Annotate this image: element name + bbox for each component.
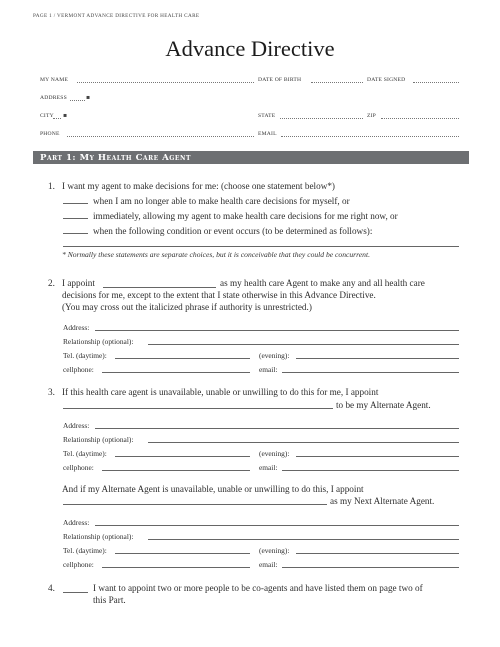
item-4-line1: I want to appoint two or more people to be co-agents and have listed them on page two of (93, 583, 423, 593)
next-alt-email-label: email: (259, 560, 278, 569)
condition-line[interactable] (63, 238, 459, 247)
option-3-text: when the following condition or event occurs (to be determined as follows): (93, 226, 373, 236)
agent-address-label: Address: (63, 323, 90, 332)
running-head: PAGE 1 / VERMONT ADVANCE DIRECTIVE FOR HEALTH CARE (33, 13, 200, 19)
zip-label: ZIP (367, 113, 376, 119)
page-title: Advance Directive (165, 36, 335, 61)
item-4-number: 4. (48, 583, 55, 593)
alt-cellphone-label: cellphone: (63, 463, 94, 472)
date-of-birth-field[interactable] (311, 78, 363, 83)
alt-tel-day-label: Tel. (daytime): (63, 449, 107, 458)
alt-relationship-field[interactable] (148, 434, 459, 443)
my-name-label: MY NAME (40, 77, 69, 83)
next-alt-evening-field[interactable] (296, 545, 459, 554)
phone-field[interactable] (67, 132, 254, 137)
item-2-number: 2. (48, 278, 55, 288)
alt-address-label: Address: (63, 421, 90, 430)
field-marker-icon: ▪ (63, 112, 68, 119)
agent-address-field[interactable] (95, 322, 459, 331)
alt-cellphone-field[interactable] (102, 462, 250, 471)
item-4-line2: this Part. (93, 595, 126, 605)
option-3-blank[interactable] (63, 225, 88, 234)
next-alt-relationship-field[interactable] (148, 531, 459, 540)
field-marker-icon: ▪ (86, 94, 91, 101)
alt-address-field[interactable] (95, 420, 459, 429)
next-alt-address-field[interactable] (95, 517, 459, 526)
agent-email-label: email: (259, 365, 278, 374)
alt-tel-day-field[interactable] (115, 448, 250, 457)
alt-evening-label: (evening): (259, 449, 290, 458)
address-field[interactable] (70, 96, 85, 101)
alternate-agent-blank[interactable] (63, 400, 333, 409)
item-3-line2: to be my Alternate Agent. (336, 400, 431, 410)
item-1-footnote: * Normally these statements are separate choices, but it is conceivable that they could be concurrent. (62, 250, 370, 259)
phone-label: PHONE (40, 131, 60, 137)
section-title: Part 1: My Health Care Agent (40, 152, 191, 163)
agent-cellphone-label: cellphone: (63, 365, 94, 374)
alt-email-field[interactable] (282, 462, 459, 471)
next-alt-tel-day-field[interactable] (115, 545, 250, 554)
item-3-line3: And if my Alternate Agent is unavailable, unable or unwilling to do this, I appoint (62, 484, 364, 494)
next-alternate-agent-blank[interactable] (63, 496, 327, 505)
item-2-post: as my health care Agent to make any and all health care (220, 278, 425, 288)
co-agents-blank[interactable] (63, 584, 88, 593)
agent-evening-field[interactable] (296, 350, 459, 359)
next-alt-cellphone-field[interactable] (102, 559, 250, 568)
agent-relationship-label: Relationship (optional): (63, 337, 134, 346)
date-of-birth-label: DATE OF BIRTH (258, 77, 302, 83)
date-signed-field[interactable] (413, 78, 459, 83)
zip-field[interactable] (381, 114, 459, 119)
next-alt-email-field[interactable] (282, 559, 459, 568)
item-3-line4: as my Next Alternate Agent. (330, 496, 435, 506)
alt-email-label: email: (259, 463, 278, 472)
alt-relationship-label: Relationship (optional): (63, 435, 134, 444)
next-alt-tel-day-label: Tel. (daytime): (63, 546, 107, 555)
state-label: STATE (258, 113, 276, 119)
state-field[interactable] (280, 114, 363, 119)
item-1-text: I want my agent to make decisions for me: (choose one statement below*) (62, 181, 335, 191)
item-2-line3: (You may cross out the italicized phrase if authority is unrestricted.) (62, 302, 312, 312)
agent-tel-day-field[interactable] (115, 350, 250, 359)
agent-cellphone-field[interactable] (102, 364, 250, 373)
item-3-number: 3. (48, 387, 55, 397)
section-header (33, 151, 469, 164)
email-field[interactable] (281, 132, 459, 137)
date-signed-label: DATE SIGNED (367, 77, 406, 83)
agent-email-field[interactable] (282, 364, 459, 373)
item-1-number: 1. (48, 181, 55, 191)
option-1-text: when I am no longer able to make health care decisions for myself, or (93, 196, 350, 206)
agent-relationship-field[interactable] (148, 336, 459, 345)
item-2-pre: I appoint (62, 278, 95, 288)
item-3-line1: If this health care agent is unavailable, unable or unwilling to do this for me, I appoint (62, 387, 379, 397)
next-alt-cellphone-label: cellphone: (63, 560, 94, 569)
city-field[interactable] (53, 114, 61, 119)
agent-tel-day-label: Tel. (daytime): (63, 351, 107, 360)
agent-name-blank[interactable] (103, 279, 216, 288)
email-label: EMAIL (258, 131, 277, 137)
alt-evening-field[interactable] (296, 448, 459, 457)
option-2-blank[interactable] (63, 210, 88, 219)
address-label: ADDRESS (40, 95, 67, 101)
agent-evening-label: (evening): (259, 351, 290, 360)
option-2-text: immediately, allowing my agent to make health care decisions for me right now, or (93, 211, 398, 221)
next-alt-evening-label: (evening): (259, 546, 290, 555)
option-1-blank[interactable] (63, 195, 88, 204)
item-2-line2: decisions for me, except to the extent that I state otherwise in this Advance Directive. (62, 290, 376, 300)
next-alt-relationship-label: Relationship (optional): (63, 532, 134, 541)
city-label: CITY (40, 113, 54, 119)
next-alt-address-label: Address: (63, 518, 90, 527)
my-name-field[interactable] (77, 78, 254, 83)
